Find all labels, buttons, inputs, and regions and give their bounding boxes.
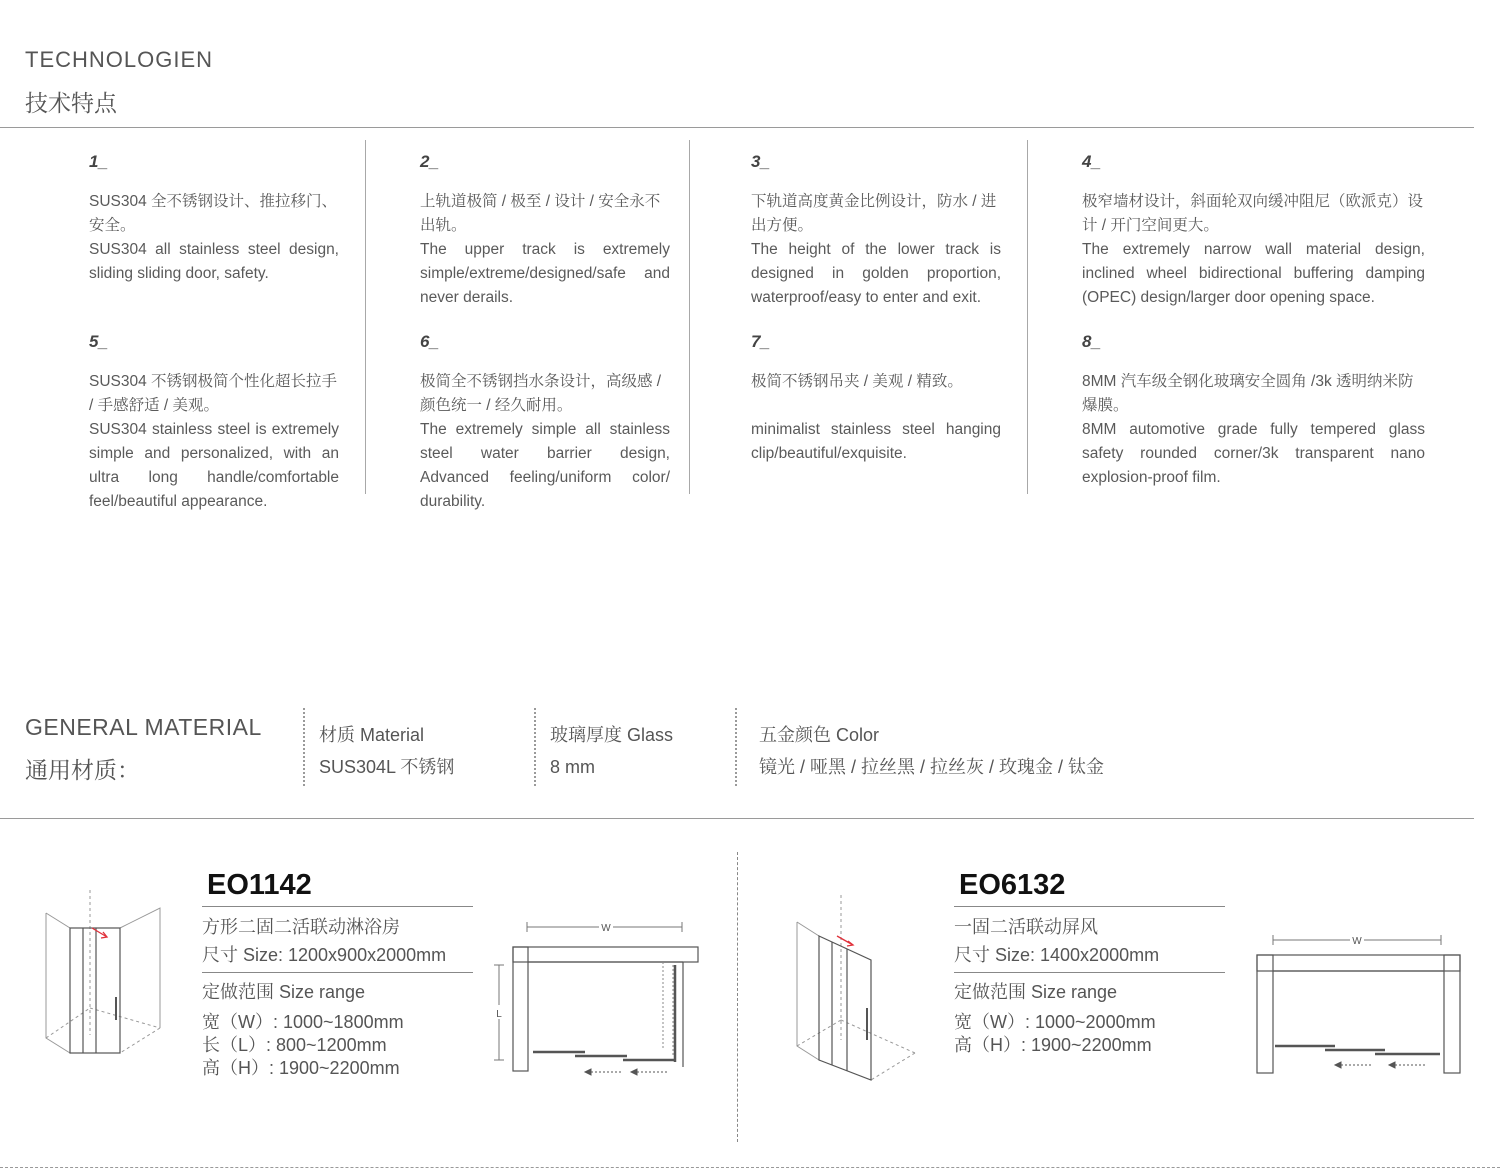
feature-text-en: The height of the lower track is designed in golden proportion, waterproof/easy to enter and exit. — [751, 241, 1001, 306]
feature-text-cn: 8MM 汽车级全钢化玻璃安全圆角 /3k 透明纳米防爆膜。 — [1082, 373, 1414, 414]
material-label: 材质 Material — [319, 725, 425, 745]
section-title-en: TECHNOLOGIEN — [25, 47, 214, 72]
product-divider — [737, 852, 738, 1142]
glass-column — [550, 719, 673, 783]
size-range-height: 高（H）: 1900~2200mm — [202, 1058, 400, 1078]
glass-value: 8 mm — [550, 757, 595, 777]
size-range-title: 定做范围 Size range — [202, 982, 366, 1002]
column-divider — [1027, 140, 1028, 494]
header-divider — [0, 127, 1474, 128]
feature-item — [751, 150, 1001, 310]
feature-item — [89, 150, 339, 286]
product-isometric-drawing — [785, 890, 925, 1085]
material-divider — [303, 708, 305, 786]
feature-text-en: SUS304 all stainless steel design, sliding sliding door, safety. — [89, 241, 339, 282]
feature-text-cn: SUS304 不锈钢极简个性化超长拉手 / 手感舒适 / 美观。 — [89, 373, 338, 414]
color-label: 五金颜色 Color — [759, 725, 880, 745]
feature-text-cn: 上轨道极简 / 极至 / 设计 / 安全永不出轨。 — [420, 193, 661, 234]
feature-text-en: The upper track is extremely simple/extreme/designed/safe and never derails. — [420, 241, 670, 306]
product-size: 尺寸 Size: 1200x900x2000mm — [202, 945, 447, 965]
feature-item — [751, 330, 1001, 466]
size-range-width: 宽（W）: 1000~1800mm — [202, 1012, 404, 1032]
product-name: 一固二活联动屏风 — [954, 917, 1098, 937]
feature-item — [1082, 330, 1425, 490]
material-value: SUS304L 不锈钢 — [319, 757, 455, 777]
feature-number: 6_ — [420, 332, 439, 351]
plan-label-w: W — [1352, 936, 1362, 947]
feature-text-cn: 下轨道高度黄金比例设计，防水 / 进出方便。 — [751, 193, 997, 234]
size-range-height: 高（H）: 1900~2200mm — [954, 1035, 1152, 1055]
product-plan-drawing — [495, 925, 705, 1080]
feature-item — [1082, 150, 1425, 310]
column-divider — [689, 140, 690, 494]
material-column — [319, 719, 454, 783]
feature-text-en: 8MM automotive grade fully tempered glass safety rounded corner/3k transparent nano explosion-proof film. — [1082, 421, 1425, 486]
product-code: EO6132 — [959, 869, 1066, 901]
material-divider — [735, 708, 737, 786]
column-divider — [365, 140, 366, 494]
feature-number: 2_ — [420, 152, 439, 171]
glass-label: 玻璃厚度 Glass — [550, 725, 674, 745]
product-rule — [954, 906, 1225, 907]
color-value: 镜光 / 哑黑 / 拉丝黑 / 拉丝灰 / 玫瑰金 / 钛金 — [759, 757, 1105, 777]
feature-item — [420, 330, 670, 514]
product-rule — [954, 972, 1225, 973]
feature-item — [89, 330, 339, 514]
feature-number: 3_ — [751, 152, 770, 171]
color-column — [759, 719, 1104, 783]
feature-text-en: The extremely narrow wall material design, inclined wheel bidirectional buffering damping (OPEC) design/larger door opening space. — [1082, 241, 1425, 306]
product-rule — [202, 972, 473, 973]
feature-text-en: minimalist stainless steel hanging clip/beautiful/exquisite. — [751, 421, 1001, 462]
product-name: 方形二固二活联动淋浴房 — [202, 917, 400, 937]
page-bottom-rule — [0, 1167, 1500, 1168]
product-plan-drawing — [1255, 935, 1470, 1080]
feature-text-en: The extremely simple all stainless steel water barrier design, Advanced feeling/uniform color/ durability. — [420, 421, 670, 510]
feature-number: 5_ — [89, 332, 108, 351]
feature-text-cn: 极简全不锈钢挡水条设计，高级感 / 颜色统一 / 经久耐用。 — [420, 373, 662, 414]
feature-text-cn: 极简不锈钢吊夹 / 美观 / 精致。 — [751, 373, 963, 390]
feature-text-cn: 极窄墙材设计，斜面轮双向缓冲阻尼（欧派克）设计 / 开门空间更大。 — [1082, 193, 1424, 234]
size-range-width: 宽（W）: 1000~2000mm — [954, 1012, 1156, 1032]
product-size: 尺寸 Size: 1400x2000mm — [954, 945, 1160, 965]
product-isometric-drawing — [30, 885, 175, 1065]
material-title-en: GENERAL MATERIAL — [25, 714, 262, 740]
section-title-cn: 技术特点 — [25, 90, 117, 116]
plan-label-l: L — [496, 1009, 502, 1020]
material-divider-rule — [0, 818, 1474, 819]
size-range-title: 定做范围 Size range — [954, 982, 1118, 1002]
feature-number: 1_ — [89, 152, 108, 171]
material-divider — [534, 708, 536, 786]
feature-number: 7_ — [751, 332, 770, 351]
product-rule — [202, 906, 473, 907]
feature-number: 4_ — [1082, 152, 1101, 171]
feature-text-cn: SUS304 全不锈钢设计、推拉移门、安全。 — [89, 193, 338, 234]
feature-number: 8_ — [1082, 332, 1101, 351]
feature-text-en: SUS304 stainless steel is extremely simple and personalized, with an ultra long handle/comfortable feel/beautiful appearance. — [89, 421, 339, 510]
feature-item — [420, 150, 670, 310]
material-title-cn: 通用材质： — [25, 757, 140, 783]
plan-label-w: W — [601, 923, 611, 934]
size-range-length: 长（L）: 800~1200mm — [202, 1035, 387, 1055]
product-code: EO1142 — [207, 869, 312, 901]
